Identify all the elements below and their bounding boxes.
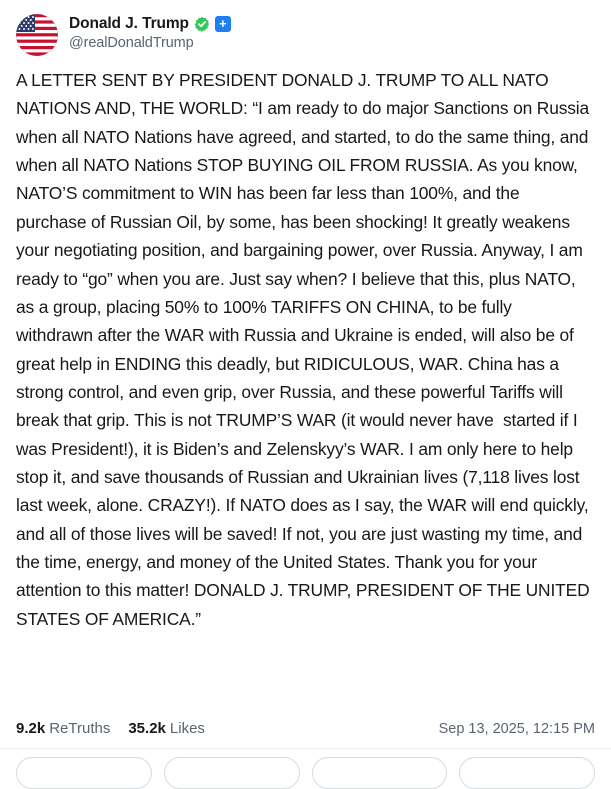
retruths-count: 9.2k	[16, 720, 46, 737]
likes-count: 35.2k	[128, 720, 166, 737]
likes-label: Likes	[169, 720, 205, 737]
reply-button[interactable]	[16, 757, 152, 789]
post-stats	[16, 720, 595, 737]
plus-badge-icon[interactable]: +	[215, 16, 231, 32]
likes-stat[interactable]	[128, 720, 205, 737]
stats-divider	[0, 748, 611, 749]
share-button[interactable]	[459, 757, 595, 789]
display-name[interactable]: Donald J. Trump	[69, 15, 189, 32]
post-body: A LETTER SENT BY PRESIDENT DONALD J. TRUMP TO ALL NATO NATIONS AND, THE WORLD: “I am ready to do major Sanctions on Russia when all NATO Nations have agreed, and started, to do the same thing, and when all NATO Nations STOP BUYING OIL FROM RUSSIA. As you know, NATO’S commitment to WIN has been far less than 100%, and the purchase of Russian Oil, by some, has been shocking! It greatly weakens your negotiating position, and bargaining power, over Russia. Anyway, I am ready to “go” when you are. Just say when? I believe that this, plus NATO, as a group, placing 50% to 100% TARIFFS ON CHINA, to be fully withdrawn after the WAR with Russia and Ukraine is ended, will also be of great help in ENDING this deadly, but RIDICULOUS, WAR. China has a strong control, and even grip, over Russia, and these powerful Tariffs will break that grip. This is not TRUMP’S WAR (it would never have started if I was President!), it is Biden’s and Zelenskyy’s WAR. I am only here to help stop it, and save thousands of Russian and Ukrainian lives (7,118 lives lost last week, alone. CRAZY!). If NATO does as I say, the WAR will end quickly, and all of those lives will be saved! If not, you are just wasting my time, and the time, energy, and money of the United States. Thank you for your attention to this matter! DONALD J. TRUMP, PRESIDENT OF THE UNITED STATES OF AMERICA.”	[16, 70, 595, 629]
action-bar	[16, 757, 595, 789]
user-meta	[69, 14, 231, 51]
post-timestamp: Sep 13, 2025, 12:15 PM	[438, 721, 595, 737]
avatar[interactable]	[16, 14, 58, 56]
like-button[interactable]	[312, 757, 448, 789]
retruths-label: ReTruths	[49, 720, 111, 737]
post-header	[16, 14, 595, 56]
verified-check-icon	[194, 16, 210, 32]
name-row	[69, 15, 231, 33]
user-handle[interactable]: @realDonaldTrump	[69, 34, 194, 51]
retruth-button[interactable]	[164, 757, 300, 789]
retruths-stat[interactable]	[16, 720, 110, 737]
